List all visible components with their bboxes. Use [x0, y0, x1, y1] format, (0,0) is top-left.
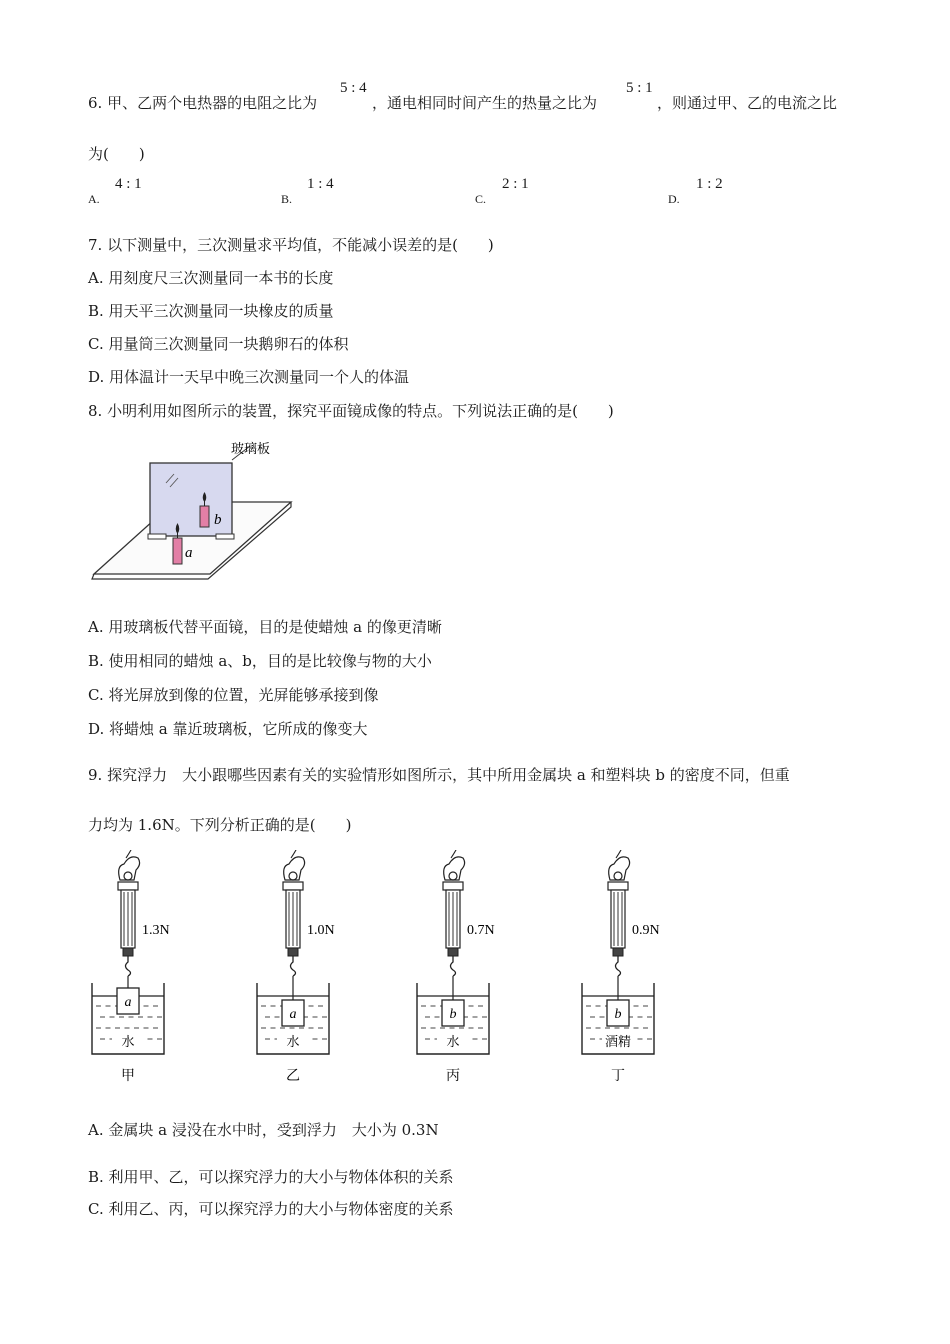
q8-stem: 8. 小明利用如图所示的装置，探究平面镜成像的特点。下列说法正确的是( )	[88, 402, 614, 420]
scale-reading: 0.7N	[467, 923, 495, 938]
q7-option-c: C. 用量筒三次测量同一块鹅卵石的体积	[88, 335, 349, 353]
scale-reading: 0.9N	[632, 923, 660, 938]
q6-option-c-letter: C.	[475, 192, 487, 206]
hand-icon	[444, 857, 465, 880]
hand-icon	[284, 857, 305, 880]
candle-b-label: b	[214, 512, 222, 528]
q8-option-a: A. 用玻璃板代替平面镜，目的是使蜡烛 a 的像更清晰	[88, 618, 442, 636]
buoyancy-panel-2	[257, 850, 335, 1084]
buoyancy-panel-1	[92, 850, 170, 1084]
q9-option-c: C. 利用乙、丙，可以探究浮力的大小与物体密度的关系	[88, 1200, 454, 1218]
q9-stem-line1: 9. 探究浮力 大小跟哪些因素有关的实验情形如图所示，其中所用金属块 a 和塑料块 b 的密度不同，但重	[88, 766, 790, 784]
block-label: a	[289, 1007, 297, 1022]
q9-stem-line2: 力均为 1.6N。下列分析正确的是( )	[88, 816, 352, 834]
q6-stem-line2: 为( )	[88, 145, 145, 163]
block-label: a	[124, 995, 132, 1010]
scale-reading: 1.0N	[307, 923, 335, 938]
q6-stem-part1: 6. 甲、乙两个电热器的电阻之比为	[88, 94, 318, 112]
q8-option-c: C. 将光屏放到像的位置，光屏能够承接到像	[88, 686, 379, 704]
q9-option-b: B. 利用甲、乙，可以探究浮力的大小与物体体积的关系	[88, 1168, 454, 1186]
glass-plate-label: 玻璃板	[231, 441, 271, 456]
liquid-label: 水	[446, 1034, 460, 1049]
q8-option-b: B. 使用相同的蜡烛 a、b，目的是比较像与物的大小	[88, 652, 432, 670]
q7-option-d: D. 用体温计一天早中晚三次测量同一个人的体温	[88, 368, 410, 386]
q6-option-a-value: 4 : 1	[115, 176, 142, 192]
spring-scale	[608, 882, 628, 956]
buoyancy-panel-4	[582, 850, 660, 1084]
buoyancy-panel-3	[417, 850, 495, 1084]
hand-icon	[609, 857, 630, 880]
liquid-label: 水	[121, 1034, 135, 1049]
q6-resistance-ratio: 5 : 4	[340, 80, 367, 96]
hand-icon	[119, 857, 140, 880]
q7-stem: 7. 以下测量中，三次测量求平均值，不能减小误差的是( )	[88, 236, 494, 254]
q8-option-d: D. 将蜡烛 a 靠近玻璃板，它所成的像变大	[88, 720, 368, 738]
panel-caption: 丁	[611, 1069, 625, 1084]
q6-option-b-value: 1 : 4	[307, 176, 334, 192]
q6-option-b-letter: B.	[281, 192, 293, 206]
panel-caption: 丙	[446, 1069, 460, 1084]
q6-option-c-value: 2 : 1	[502, 176, 529, 192]
panel-caption: 乙	[286, 1069, 300, 1084]
scale-reading: 1.3N	[142, 923, 170, 938]
block-label: b	[449, 1007, 457, 1022]
q6-option-d-letter: D.	[668, 192, 680, 206]
q6-stem-part2: ，通电相同时间产生的热量之比为	[372, 94, 598, 112]
q7-option-a: A. 用刻度尺三次测量同一本书的长度	[88, 269, 334, 287]
liquid-label: 酒精	[604, 1034, 632, 1049]
q6-option-d-value: 1 : 2	[696, 176, 723, 192]
q7-option-b: B. 用天平三次测量同一块橡皮的质量	[88, 302, 334, 320]
q6-stem-part3: ，则通过甲、乙的电流之比	[657, 94, 838, 112]
candle-a-label: a	[185, 545, 193, 561]
buoyancy-figure	[80, 850, 680, 1090]
block-label: b	[614, 1007, 622, 1022]
spring-scale	[118, 882, 138, 956]
liquid-label: 水	[286, 1034, 300, 1049]
panel-caption: 甲	[121, 1069, 135, 1084]
q6-option-a-letter: A.	[88, 192, 100, 206]
spring-scale	[283, 882, 303, 956]
plane-mirror-figure	[88, 436, 298, 586]
q6-heat-ratio: 5 : 1	[626, 80, 653, 96]
q9-option-a: A. 金属块 a 浸没在水中时，受到浮力 大小为 0.3N	[88, 1121, 439, 1139]
spring-scale	[443, 882, 463, 956]
